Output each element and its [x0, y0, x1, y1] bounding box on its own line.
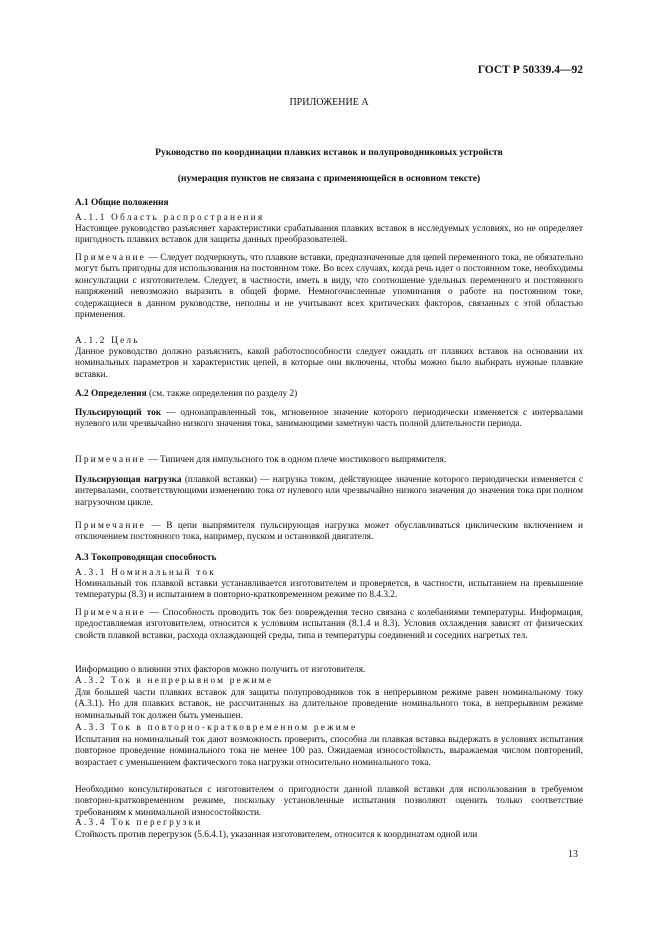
main-title: Руководство по координации плавких вставок и полупроводниковых устройств — [155, 147, 503, 158]
a34-heading-text: А.3.4 Ток перегрузки — [75, 818, 203, 828]
note-3 — [75, 521, 583, 544]
definition-2-text: (плавкой вставки) — нагрузка током, действующее значение которого периодически изменяется с интервалами, соответствующими изменению тока от нулевого или чрезвычайно низкого значения до значения тока при полном нагрузочном цикле. — [75, 475, 583, 508]
note-2 — [75, 455, 583, 466]
a11-heading — [75, 213, 583, 224]
section-a2-title — [75, 389, 583, 400]
note-3-text: — В цепи выпрямителя пульсирующая нагрузка может обуславливаться циклическим включением и отключением постоянного тока, например, пуском и остановкой двигателя. — [75, 521, 583, 543]
a32-text: Для большей части плавких вставок для защиты полупроводников ток в непрерывном режиме равен номинальному току (А.3.1). Но для плавких вставок, не рассчитанных на длительное проведение номинального тока, в непрерывном режиме номинальный ток должен быть уменьшен. — [75, 688, 583, 721]
a12-heading — [75, 336, 583, 347]
subtitle: (нумерация пунктов не связана с применяющейся в основном тексте) — [177, 173, 481, 184]
definition-2 — [75, 475, 583, 509]
note-3-label: Примечание — [75, 521, 146, 531]
note-1-label: Примечание — [75, 253, 146, 263]
a33-text-2: Необходимо консультироваться с изготовителем о пригодности данной плавкой вставки для использования в требуемом повторно-кратковременном режиме, поскольку установленные испытания позволяют оценить только соответствие требованиям к минимальной износостойкости. — [75, 785, 583, 818]
a33-heading-text: А.3.3 Ток в повторно-кратковременном режиме — [75, 723, 358, 733]
section-a2-title-tail: (см. также определения по разделу 2) — [146, 389, 298, 399]
definition-1-text: — однонаправленный ток, мгновенное значение которого периодически изменяется с интервалами нулевого или чрезвычайно низкого значения тока, занимающими заметную часть полной длительности периода. — [75, 408, 583, 430]
a33-text-1: Испытания на номинальный ток дают возможность проверить, способна ли плавкая вставка выдержать в условиях испытания повторное проведение номинального тока не менее 100 раз. Ожидаемая износостойкость, выражаемая числом повторений, возрастает с уменьшением фактического тока нагрузки относительно номинального тока. — [75, 735, 583, 768]
a33-heading — [75, 723, 583, 734]
note-1 — [75, 253, 583, 321]
note-1-text: — Следует подчеркнуть, что плавкие вставки, предназначенные для цепей переменного тока, не обязательно могут быть пригодны для использования на постоянном токе. Во всех случаях, когда речь идет о постоянном токе, необходимы консультации с изготовителем. Следует, в частности, иметь в виду, что соотношение удельных переменного и постоянного напряжений невозможно выразить в общей форме. Немногочисленные упоминания о работе на постоянном токе, содержащиеся в данном руководстве, неполны и не учитывают всех критических факторов, связанных с этой областью применения. — [75, 253, 583, 321]
a12-text: Данное руководство должно разъяснить, какой работоспособности следует ожидать от плавких вставок на основании их номинальных параметров и характеристик цепей, в которые они включены, чтобы можно было выбирать нужные плавкие вставки. — [75, 347, 583, 380]
a34-text: Стойкость против перегрузок (5.6.4.1), указанная изготовителем, относится к координатам одной или — [75, 830, 478, 840]
appendix-title: ПРИЛОЖЕНИЕ А — [289, 97, 369, 108]
a32-heading — [75, 676, 583, 687]
definition-1-term: Пульсирующий ток — [75, 408, 162, 418]
a12-heading-text: А.1.2 Цель — [75, 336, 140, 346]
a11-text: Настоящее руководство разъясняет характеристики срабатывания плавких вставок в исследуемых условиях, но не определяет пригодность плавких вставок для защиты данных преобразователей. — [75, 224, 583, 246]
definition-2-term: Пульсирующая нагрузка — [75, 475, 182, 485]
note-2-text: — Типичен для импульсного ток в одном плече мостикового выпрямителя. — [146, 455, 447, 465]
definition-1 — [75, 408, 583, 431]
page-number: 13 — [568, 849, 578, 860]
a34-heading — [75, 818, 583, 829]
a11-heading-text: А.1.1 Область распространения — [75, 213, 265, 223]
a31-text: Номинальный ток плавкой вставки устанавливается изготовителем и проверяется, в частности, испытанием на превышение температуры (8.3) и испытанием в повторно-кратковременном режиме по 8.4.3.2. — [75, 579, 583, 601]
note-2-label: Примечание — [75, 455, 146, 465]
section-a3-title: А.3 Токопроводящая способность — [75, 553, 217, 563]
a31-heading — [75, 568, 583, 579]
section-a2-title-bold: А.2 Определения — [75, 389, 147, 399]
info-text: Информацию о влиянии этих факторов можно получить от изготовителя. — [75, 665, 366, 675]
a32-heading-text: А.3.2 Ток в непрерывном режиме — [75, 676, 274, 686]
note-4 — [75, 608, 583, 642]
note-4-text: — Способность проводить ток без повреждения тесно связана с колебаниями температуры. Информация, предоставляемая изготовителем, относится к условиям испытания (8.1.4 и 8.3). Условия охлаждения зависят от физических свойств плавкой вставки, расхода охлаждающей среды, типа и температуры соединений и соседних нагретых тел. — [75, 608, 583, 641]
a31-heading-text: А.3.1 Номинальный ток — [75, 568, 216, 578]
note-4-label: Примечание — [75, 608, 146, 618]
section-a1-title: А.1 Общие положения — [75, 198, 169, 208]
document-id: ГОСТ Р 50339.4—92 — [477, 64, 583, 76]
